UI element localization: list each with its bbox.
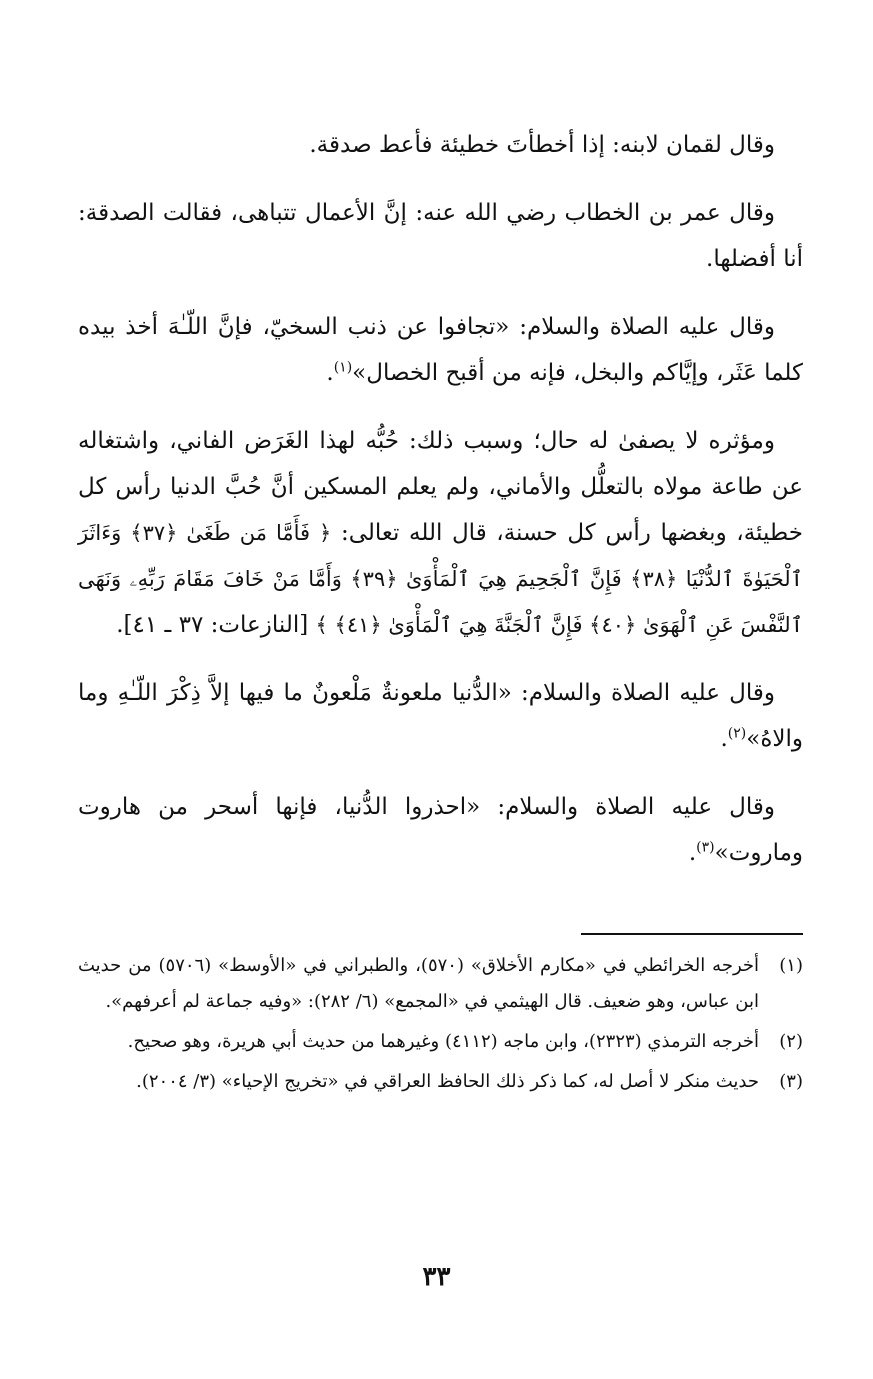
paragraph-hadith-generous (78, 304, 803, 396)
footnote-1 (78, 948, 803, 1020)
paragraph-end: . (720, 726, 728, 752)
paragraph-luqman (78, 122, 803, 168)
paragraph-dunya-love (78, 418, 803, 648)
paragraph-text: وقال عمر بن الخطاب رضي الله عنه: إنَّ الأعمال تتباهى، فقالت الصدقة: أنا أفضلها. (78, 200, 803, 272)
paragraph-text: وقال عليه الصلاة والسلام: «احذروا الدُّنيا، فإنها أسحر من هاروت وماروت» (78, 794, 803, 866)
footnote-number: (٣) (779, 1071, 803, 1092)
paragraph-beware-dunya (78, 784, 803, 876)
footnote-3 (78, 1064, 803, 1100)
paragraph-end: . (326, 360, 334, 386)
footnote-text: حديث منكر لا أصل له، كما ذكر ذلك الحافظ العراقي في «تخريج الإحياء» (٣/ ٢٠٠٤). (136, 1071, 759, 1092)
footnote-ref-2[interactable]: (٢) (727, 725, 747, 742)
page-number: ٣٣ (422, 1262, 451, 1292)
footnote-ref-1[interactable]: (١) (333, 359, 353, 376)
paragraph-text: وقال لقمان لابنه: إذا أخطأتَ خطيئة فأعط صدقة. (309, 132, 775, 158)
paragraph-text: وقال عليه الصلاة والسلام: «تجافوا عن ذنب السخيّ، فإنَّ اللّـٰهَ أخذ بيده كلما عَثَر، وإيَّاكم والبخل، فإنه من أقبح الخصال» (78, 314, 803, 386)
footnote-2 (78, 1024, 803, 1060)
main-text (78, 122, 803, 898)
paragraph-text: ومؤثره لا يصفىٰ له حال؛ وسبب ذلك: حُبُّه لهذا الغَرَض الفاني، واشتغاله عن طاعة مولاه بالتعلُّل والأماني، ولم يعلم المسكين أنَّ حُبَّ الدنيا رأس كل خطيئة، وبغضها رأس كل حسنة، قال الله تعالى: (78, 428, 804, 546)
footnote-number: (٢) (779, 1031, 803, 1052)
footnote-text: أخرجه الترمذي (٢٣٢٣)، وابن ماجه (٤١١٢) وغيرهما من حديث أبي هريرة، وهو صحيح. (127, 1031, 759, 1052)
paragraph-umar (78, 190, 803, 282)
footnote-number: (١) (779, 955, 803, 976)
paragraph-dunya-cursed (78, 670, 803, 762)
quran-verse: ﴿ فَأَمَّا مَن طَغَىٰ ﴿٣٧﴾ وَءَاثَرَ ٱلْحَيَوٰةَ ٱلدُّنْيَا ﴿٣٨﴾ فَإِنَّ ٱلْجَحِيمَ هِيَ ٱلْمَأْوَىٰ ﴿٣٩﴾ وَأَمَّا مَنْ خَافَ مَقَامَ رَبِّهِۦ وَنَهَى ٱلنَّفْسَ عَنِ ٱلْهَوَىٰ ﴿٤٠﴾ فَإِنَّ ٱلْجَنَّةَ هِيَ ٱلْمَأْوَىٰ ﴿٤١﴾ ﴾ (78, 521, 803, 637)
paragraph-end: . (688, 840, 697, 866)
footnote-ref-3[interactable]: (٣) (696, 839, 715, 856)
footnotes (78, 948, 803, 1104)
footnote-text: أخرجه الخرائطي في «مكارم الأخلاق» (٥٧٠)، والطبراني في «الأوسط» (٥٧٠٦) من حديث ابن عباس، وهو ضعيف. قال الهيثمي في «المجمع» (٦/ ٢٨٢): «وفيه جماعة لم أعرفهم». (78, 955, 760, 1012)
verse-citation: [النازعات: ٣٧ ـ ٤١]. (116, 612, 309, 638)
paragraph-text: وقال عليه الصلاة والسلام: «الدُّنيا ملعونةٌ مَلْعونٌ ما فيها إلاَّ ذِكْرَ اللّـٰهِ وما والاهُ» (78, 680, 803, 752)
footnote-separator (581, 933, 803, 935)
